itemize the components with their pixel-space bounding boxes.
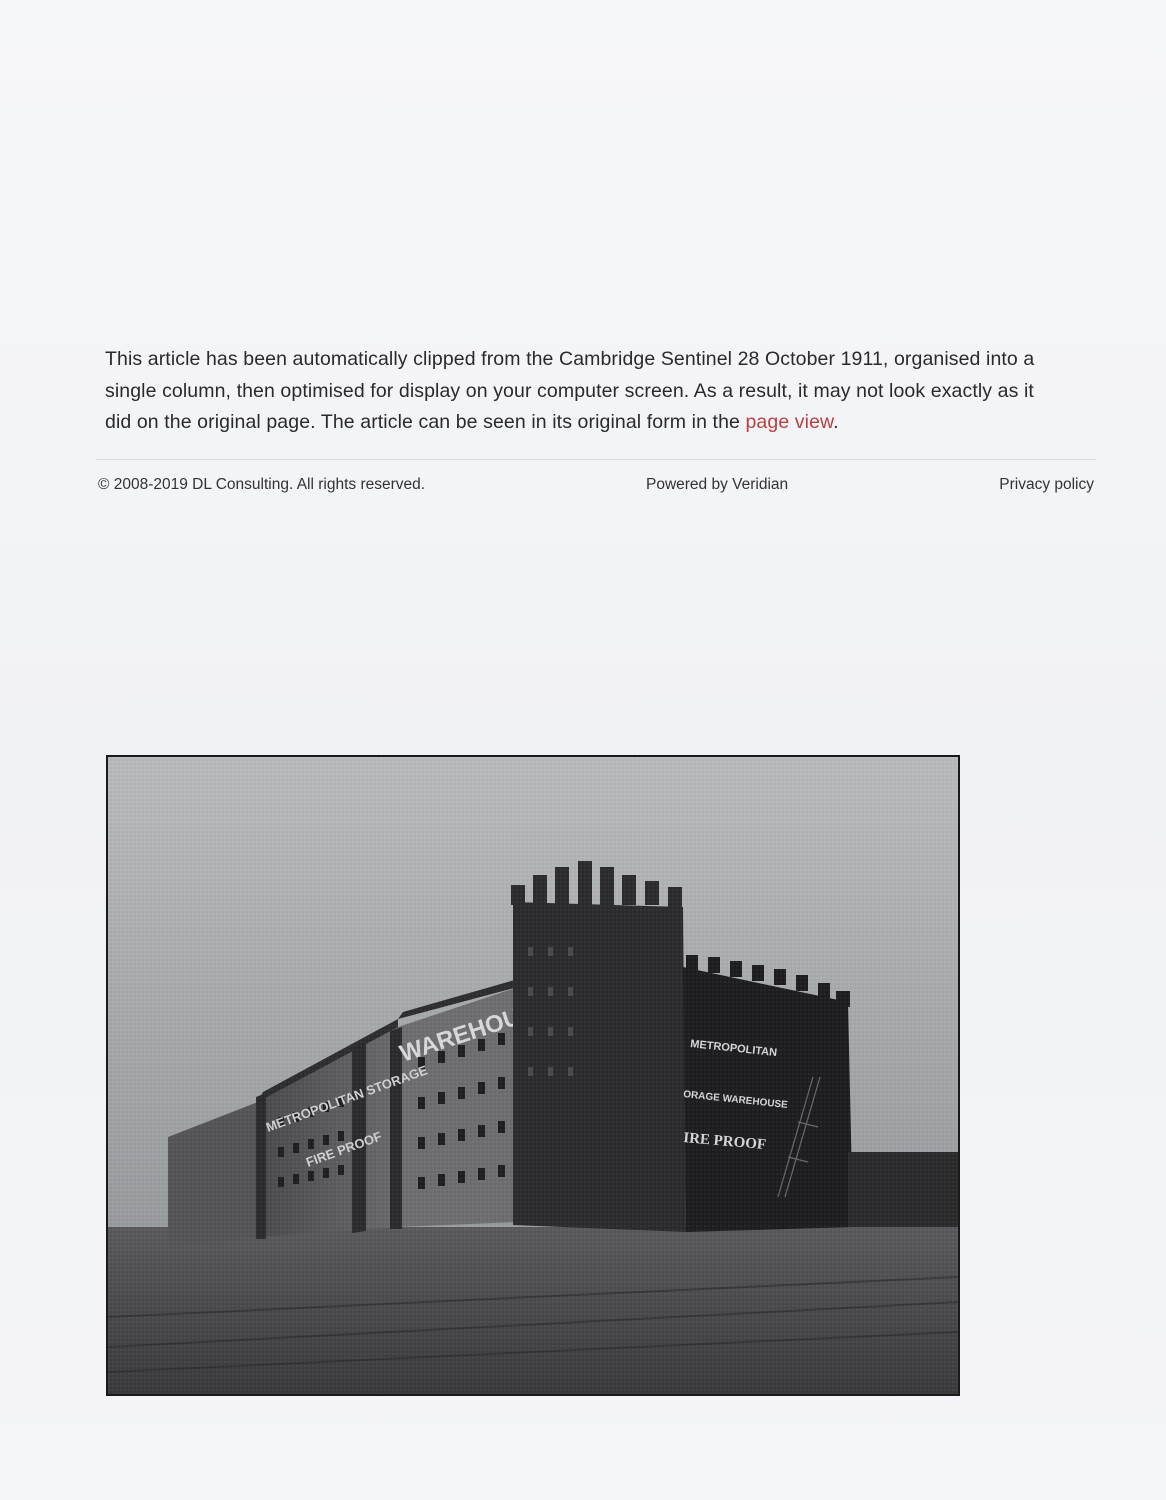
- privacy-policy-link[interactable]: Privacy policy: [999, 476, 1094, 493]
- page-view-link[interactable]: page view: [745, 411, 834, 433]
- footer: [98, 476, 1096, 500]
- powered-by-link[interactable]: Powered by Veridian: [646, 476, 789, 493]
- notice-text: This article has been automatically clipped from the Cambridge Sentinel 28 October 1911, organised into a single column, then optimised for display on your computer screen. As a result, it may not look exactly as it did on the original page. The article can be seen in its original form in the: [105, 348, 1035, 433]
- clipping-notice: [105, 344, 1065, 439]
- warehouse-photo-drawing: [108, 757, 958, 1394]
- photo-grain: [108, 757, 958, 1394]
- footer-divider: [96, 459, 1096, 460]
- copyright-text: © 2008-2019 DL Consulting. All rights reserved.: [98, 476, 426, 493]
- notice-end: .: [833, 411, 839, 433]
- warehouse-photo: [106, 755, 960, 1396]
